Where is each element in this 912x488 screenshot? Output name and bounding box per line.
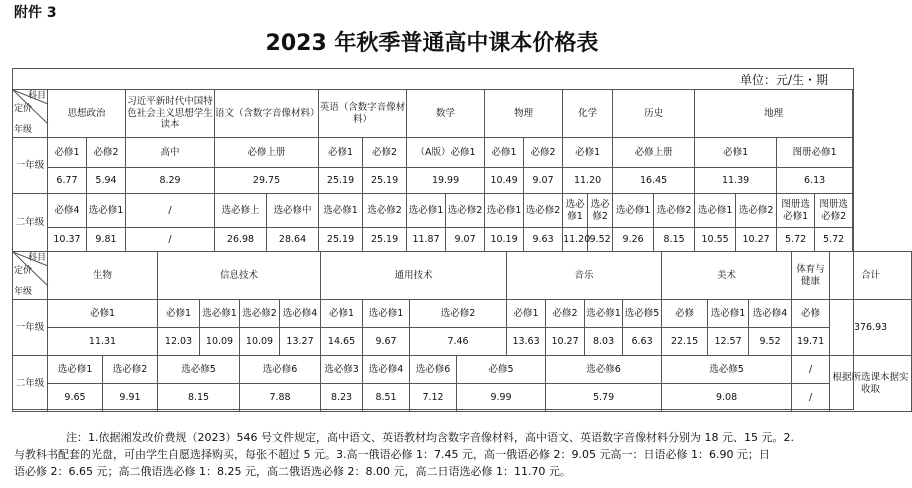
course-label: 必修1 <box>507 300 546 328</box>
grade-label: 二年级 <box>13 356 48 412</box>
price-value: 8.15 <box>158 384 240 412</box>
subject-header: 数学 <box>407 90 485 138</box>
course-label: 选必修4 <box>280 300 321 328</box>
attachment-label: 附件 3 <box>14 5 57 21</box>
price-value: 6.63 <box>623 328 662 356</box>
course-label: 选必修1 <box>363 300 410 328</box>
price-value: 10.09 <box>240 328 280 356</box>
footnote-line: 与教科书配套的光盘，可由学生自愿选择购买，每张不超过 5 元。3.高一俄语必修 1：7.45 元，高一俄语必修 2：9.05 元高一：日语必修 1：6.90 元；日 <box>14 448 770 461</box>
price-value: 10.55 <box>695 228 736 252</box>
course-label: 选必修1 <box>407 194 446 228</box>
price-value: 10.37 <box>48 228 87 252</box>
course-label: 选必修2 <box>446 194 485 228</box>
subject-header: 历史 <box>613 90 695 138</box>
price-value: 11.39 <box>695 168 777 194</box>
course-label: 选必修6 <box>410 356 457 384</box>
price-value: 25.19 <box>319 168 363 194</box>
price-value: 10.27 <box>736 228 777 252</box>
course-label: 选必修6 <box>240 356 321 384</box>
price-value: 9.52 <box>749 328 792 356</box>
course-label: 选必修1 <box>563 194 588 228</box>
corner-grade: 年级 <box>14 287 33 298</box>
price-value: 13.63 <box>507 328 546 356</box>
price-value: 28.64 <box>267 228 319 252</box>
price-value: 5.79 <box>546 384 662 412</box>
subject-header: 音乐 <box>507 252 662 300</box>
price-value: 6.13 <box>777 168 853 194</box>
corner-price: 定价 <box>14 104 33 114</box>
price-value: 9.52 <box>588 228 613 252</box>
footnote-line: 语必修 2：6.65 元；高二俄语选必修 1：8.25 元，高二俄语选必修 2：8.00 元，高二日语选必修 1：11.70 元。 <box>14 465 571 478</box>
table-corner <box>13 252 48 300</box>
course-label: 选必修2 <box>588 194 613 228</box>
price-value: 25.19 <box>363 168 407 194</box>
subject-header: 信息技术 <box>158 252 321 300</box>
price-value: 8.51 <box>363 384 410 412</box>
price-value: 10.19 <box>485 228 524 252</box>
course-label: / <box>792 356 830 384</box>
price-value: 5.94 <box>87 168 126 194</box>
course-label: 必修上册 <box>613 138 695 168</box>
price-value: 9.99 <box>457 384 546 412</box>
price-value: 9.67 <box>363 328 410 356</box>
course-label: 必修 <box>792 300 830 328</box>
price-value: 13.27 <box>280 328 321 356</box>
subject-header: 思想政治 <box>48 90 126 138</box>
footnote <box>14 429 854 480</box>
grade-label: 二年级 <box>13 194 48 252</box>
course-label: 图册必修1 <box>777 138 853 168</box>
price-value: 6.77 <box>48 168 87 194</box>
course-label: 必修5 <box>457 356 546 384</box>
course-label: 选必修1 <box>200 300 240 328</box>
price-value: 5.72 <box>815 228 853 252</box>
subject-header: 化学 <box>563 90 613 138</box>
subject-header: 通用技术 <box>321 252 507 300</box>
price-value: / <box>126 228 215 252</box>
subject-header: 英语（含数字音像材料） <box>319 90 407 138</box>
course-label: 选必修2 <box>524 194 563 228</box>
price-value: 10.09 <box>200 328 240 356</box>
course-label: 选必修2 <box>240 300 280 328</box>
price-value: 9.07 <box>524 168 563 194</box>
price-value: 11.20 <box>563 168 613 194</box>
course-label: 必修1 <box>158 300 200 328</box>
course-label: 必修 <box>662 300 708 328</box>
course-label: 图册选必修2 <box>815 194 853 228</box>
course-label: 选必修3 <box>321 356 363 384</box>
price-table-top <box>12 89 853 252</box>
table-corner <box>13 90 48 138</box>
course-label: 选必修4 <box>749 300 792 328</box>
course-label: 必修1 <box>563 138 613 168</box>
subject-header: 地理 <box>695 90 853 138</box>
price-value: 5.72 <box>777 228 815 252</box>
course-label: 选必修1 <box>87 194 126 228</box>
course-label: 选必修上 <box>215 194 267 228</box>
price-value: 8.15 <box>654 228 695 252</box>
course-label: 选必修1 <box>708 300 749 328</box>
price-value: 9.65 <box>48 384 103 412</box>
course-label: 选必修1 <box>319 194 363 228</box>
unit-label: 单位：元/生・期 <box>739 73 828 87</box>
course-label: 选必修1 <box>485 194 524 228</box>
course-label: 必修2 <box>524 138 563 168</box>
course-label: 选必修1 <box>585 300 623 328</box>
course-label: 必修1 <box>321 300 363 328</box>
course-label: 图册选必修1 <box>777 194 815 228</box>
course-label: （A版）必修1 <box>407 138 485 168</box>
price-value: 29.75 <box>215 168 319 194</box>
price-value: 9.91 <box>103 384 158 412</box>
price-value: 7.12 <box>410 384 457 412</box>
course-label: 高中 <box>126 138 215 168</box>
course-label: 选必修5 <box>623 300 662 328</box>
price-value: 25.19 <box>363 228 407 252</box>
course-label: 必修1 <box>485 138 524 168</box>
price-value: 9.63 <box>524 228 563 252</box>
course-label: 选必修2 <box>654 194 695 228</box>
course-label: / <box>126 194 215 228</box>
price-value: 9.26 <box>613 228 654 252</box>
price-value: 9.07 <box>446 228 485 252</box>
price-value: 10.49 <box>485 168 524 194</box>
course-label: 必修2 <box>546 300 585 328</box>
corner-grade: 年级 <box>14 125 33 136</box>
course-label: 选必修5 <box>158 356 240 384</box>
price-value: 19.71 <box>792 328 830 356</box>
course-label: 必修1 <box>695 138 777 168</box>
price-value: 11.31 <box>48 328 158 356</box>
grade-label: 一年级 <box>13 138 48 194</box>
course-label: 选必修1 <box>48 356 103 384</box>
price-value: 8.29 <box>126 168 215 194</box>
price-table-bottom <box>12 251 912 412</box>
course-label: 选必修1 <box>613 194 654 228</box>
course-label: 选必修2 <box>363 194 407 228</box>
subject-header: 体育与健康 <box>792 252 830 300</box>
price-value: 7.88 <box>240 384 321 412</box>
price-value: 16.45 <box>613 168 695 194</box>
page-title: 2023 年秋季普通高中课本价格表 <box>265 31 599 56</box>
price-value: 9.08 <box>662 384 792 412</box>
corner-subject: 科目 <box>27 91 46 101</box>
price-value: 25.19 <box>319 228 363 252</box>
course-label: 选必修2 <box>410 300 507 328</box>
course-label: 必修1 <box>319 138 363 168</box>
price-value: / <box>792 384 830 412</box>
course-label: 必修2 <box>363 138 407 168</box>
course-label: 选必修2 <box>103 356 158 384</box>
course-label: 选必修2 <box>736 194 777 228</box>
course-label: 必修4 <box>48 194 87 228</box>
course-label: 选必修中 <box>267 194 319 228</box>
price-value: 19.99 <box>407 168 485 194</box>
course-label: 选必修4 <box>363 356 410 384</box>
subject-header: 习近平新时代中国特色社会主义思想学生读本 <box>126 90 215 138</box>
corner-price: 定价 <box>14 266 33 276</box>
course-label: 选必修6 <box>546 356 662 384</box>
price-value: 14.65 <box>321 328 363 356</box>
course-label: 必修1 <box>48 300 158 328</box>
price-value: 7.46 <box>410 328 507 356</box>
price-value: 11.87 <box>407 228 446 252</box>
subject-header: 物理 <box>485 90 563 138</box>
price-value: 8.23 <box>321 384 363 412</box>
total-value: 376.93 <box>830 300 912 356</box>
course-label: 选必修1 <box>695 194 736 228</box>
price-value: 8.03 <box>585 328 623 356</box>
course-label: 必修2 <box>87 138 126 168</box>
price-value: 22.15 <box>662 328 708 356</box>
course-label: 选必修5 <box>662 356 792 384</box>
subject-header: 合计 <box>830 252 912 300</box>
course-label: 必修上册 <box>215 138 319 168</box>
course-label: 必修1 <box>48 138 87 168</box>
total-note: 根据所选课本据实收取 <box>830 356 912 412</box>
corner-subject: 科目 <box>27 253 46 263</box>
grade-label: 一年级 <box>13 300 48 356</box>
subject-header: 语文（含数字音像材料） <box>215 90 319 138</box>
price-value: 9.81 <box>87 228 126 252</box>
price-value: 26.98 <box>215 228 267 252</box>
price-value: 11.20 <box>563 228 588 252</box>
price-value: 10.27 <box>546 328 585 356</box>
price-value: 12.57 <box>708 328 749 356</box>
price-value: 12.03 <box>158 328 200 356</box>
subject-header: 生物 <box>48 252 158 300</box>
footnote-line: 注：1.依据湘发改价费规（2023）546 号文件规定，高中语文、英语教材均含数字音像材料，高中语文、英语数字音像材料分别为 18 元、15 元。2. <box>66 431 794 444</box>
subject-header: 美术 <box>662 252 792 300</box>
